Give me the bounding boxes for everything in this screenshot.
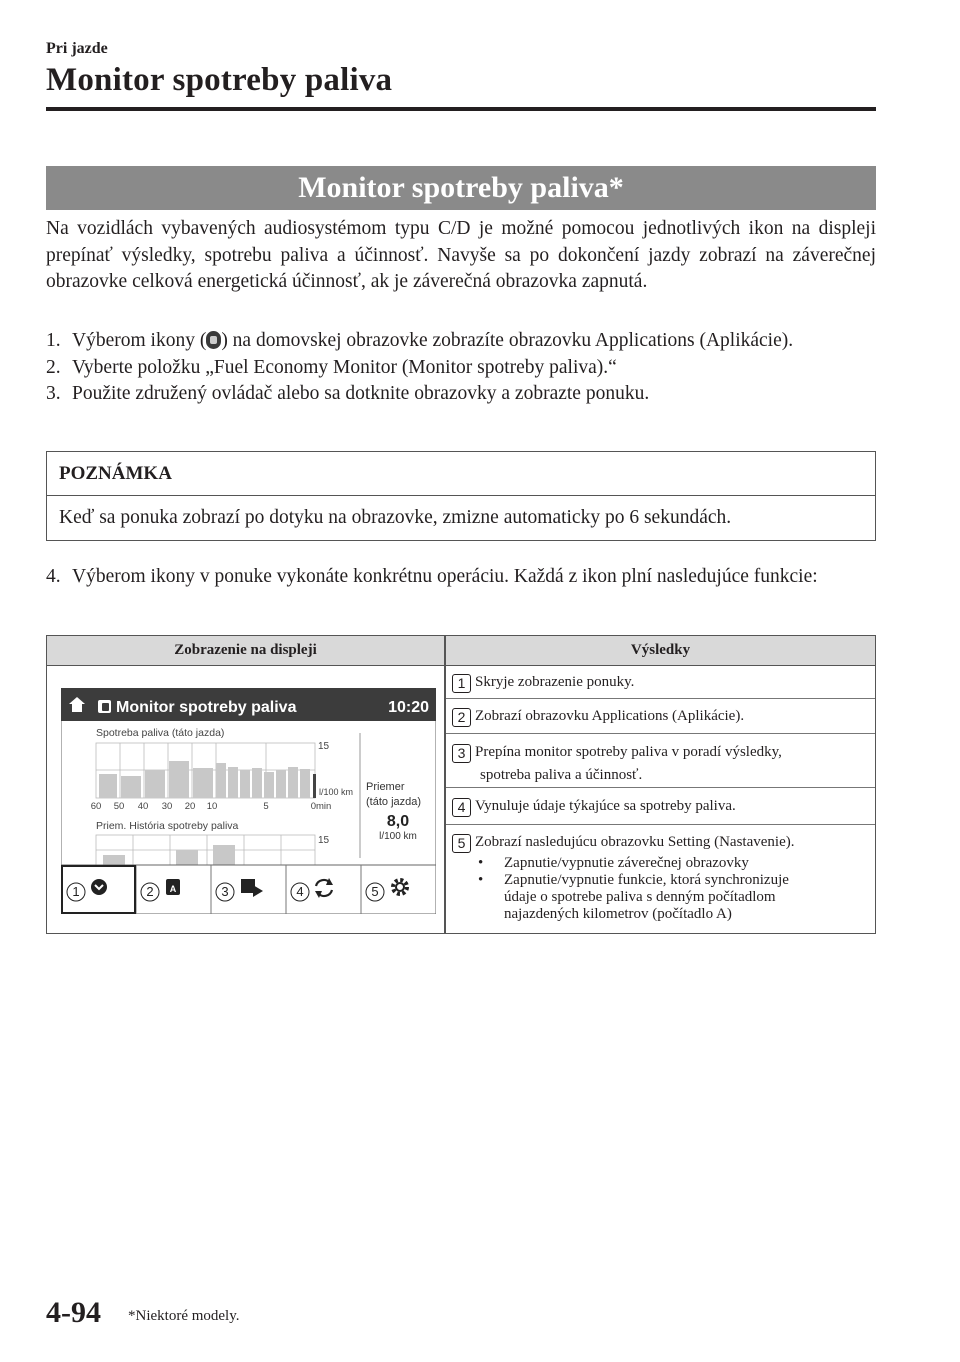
svg-text:5: 5 bbox=[371, 884, 379, 899]
page-number: 4-94 bbox=[46, 1296, 101, 1329]
bullet-continuation: údaje o spotrebe paliva s denným počítadlom bbox=[504, 889, 776, 905]
callout-4 bbox=[291, 883, 309, 901]
bullet-item: • Zapnutie/vypnutie funkcie, ktorá synchronizuje bbox=[446, 872, 875, 889]
steps-list bbox=[46, 328, 876, 408]
hide-menu-icon bbox=[91, 879, 107, 895]
callout-2 bbox=[141, 883, 159, 901]
callout-number: 4 bbox=[452, 798, 471, 817]
svg-text:2: 2 bbox=[146, 884, 154, 899]
graph-label-history: Priem. História spotreby paliva bbox=[96, 820, 239, 832]
graph-label-fuel: Spotreba paliva (táto jazda) bbox=[96, 727, 225, 739]
steps-list-2 bbox=[46, 564, 876, 591]
current-marker bbox=[313, 774, 316, 798]
row-text: spotreba paliva a účinnosť. bbox=[480, 767, 643, 783]
svg-text:20: 20 bbox=[184, 801, 196, 812]
svg-text:0min: 0min bbox=[310, 801, 332, 812]
applications-icon bbox=[206, 331, 221, 349]
svg-text:10: 10 bbox=[206, 801, 218, 812]
svg-text:4: 4 bbox=[296, 884, 304, 899]
step-number: 1. bbox=[46, 330, 61, 351]
callout-1 bbox=[67, 883, 85, 901]
table-row bbox=[446, 789, 875, 825]
callout-number: 5 bbox=[452, 834, 471, 853]
row-text: Vynuluje údaje týkajúce sa spotreby paliva. bbox=[475, 798, 736, 814]
note-box bbox=[46, 451, 876, 541]
average-label: Priemer bbox=[366, 781, 405, 793]
svg-text:50: 50 bbox=[113, 801, 125, 812]
table-row bbox=[446, 826, 875, 932]
callout-5 bbox=[366, 883, 384, 901]
intro-paragraph: Na vozidlách vybavených audiosystémom typu C/D je možné pomocou jednotlivých ikon na displeji prepínať výsledky, spotrebu paliva a účinnosť. Navyše sa po dokončení jazdy zobrazí na záverečnej obrazovke celková energetická účinnosť, ak je záverečná obrazovka zapnutá. bbox=[46, 218, 876, 292]
functions-table bbox=[46, 635, 876, 934]
row-text: Prepína monitor spotreby paliva v poradí výsledky, bbox=[475, 744, 782, 760]
title-rule bbox=[46, 107, 876, 111]
step-number: 4. bbox=[46, 566, 61, 587]
svg-text:40: 40 bbox=[137, 801, 149, 812]
graph-unit: l/100 km bbox=[319, 787, 354, 797]
page-title: Monitor spotreby paliva bbox=[46, 62, 393, 98]
svg-text:30: 30 bbox=[161, 801, 173, 812]
average-label-sub: (táto jazda) bbox=[366, 796, 422, 808]
step-4 bbox=[46, 564, 876, 591]
screen-title: Monitor spotreby paliva bbox=[116, 699, 297, 716]
note-heading: POZNÁMKA bbox=[47, 452, 875, 496]
step-text: Výberom ikony v ponuke vykonáte konkrétnu operáciu. Každá z ikon plní nasledujúce funkcie: bbox=[72, 566, 818, 587]
display-screenshot bbox=[61, 688, 436, 914]
graph2-max-value: 15 bbox=[318, 835, 330, 846]
svg-text:60: 60 bbox=[90, 801, 102, 812]
average-unit: l/100 km bbox=[379, 831, 417, 842]
note-text: Keď sa ponuka zobrazí po dotyku na obrazovke, zmizne automaticky po 6 sekundách. bbox=[59, 507, 732, 528]
table-row bbox=[446, 735, 875, 788]
column-header-display: Zobrazenie na displeji bbox=[174, 642, 317, 658]
applications-menu-icon bbox=[166, 879, 180, 895]
average-value: 8,0 bbox=[386, 813, 410, 830]
callout-number: 1 bbox=[452, 674, 471, 693]
footnote: *Niektoré modely. bbox=[128, 1308, 240, 1324]
step-text: Výberom ikony ( bbox=[72, 330, 207, 351]
section-banner: Monitor spotreby paliva* bbox=[46, 166, 876, 210]
table-row bbox=[446, 700, 875, 734]
callout-3 bbox=[216, 883, 234, 901]
svg-text:A: A bbox=[169, 884, 177, 894]
callout-number: 2 bbox=[452, 708, 471, 727]
graph-max-value: 15 bbox=[318, 741, 330, 752]
applications-icon bbox=[98, 700, 111, 713]
step-number: 3. bbox=[46, 383, 61, 404]
bullet-continuation: najazdených kilometrov (počítadlo A) bbox=[504, 906, 732, 922]
bullet-item: • Zapnutie/vypnutie záverečnej obrazovky bbox=[446, 855, 875, 872]
step-text: Vyberte položku „Fuel Economy Monitor (Monitor spotreby paliva).“ bbox=[72, 356, 617, 378]
row-text: Zobrazí obrazovku Applications (Aplikácie). bbox=[475, 708, 745, 724]
table-row bbox=[446, 666, 875, 699]
step-text: ) na domovskej obrazovke zobrazíte obrazovku Applications (Aplikácie). bbox=[221, 330, 794, 351]
callout-number: 3 bbox=[452, 744, 471, 763]
step-number: 2. bbox=[46, 356, 61, 378]
step-3 bbox=[46, 381, 876, 408]
step-text: Použite združený ovládač alebo sa dotknite obrazovky a zobrazte ponuku. bbox=[72, 383, 650, 404]
step-1 bbox=[46, 328, 876, 355]
row-text: Skryje zobrazenie ponuky. bbox=[475, 674, 635, 690]
row-text: Zobrazí nasledujúcu obrazovku Setting (Nastavenie). bbox=[475, 834, 795, 850]
screen-time: 10:20 bbox=[388, 699, 429, 716]
section-label: Pri jazde bbox=[46, 40, 108, 57]
svg-text:3: 3 bbox=[221, 884, 229, 899]
table-header bbox=[47, 636, 875, 666]
svg-text:5: 5 bbox=[263, 801, 269, 812]
column-header-results: Výsledky bbox=[630, 642, 691, 658]
svg-text:1: 1 bbox=[72, 884, 80, 899]
step-2 bbox=[46, 355, 876, 382]
